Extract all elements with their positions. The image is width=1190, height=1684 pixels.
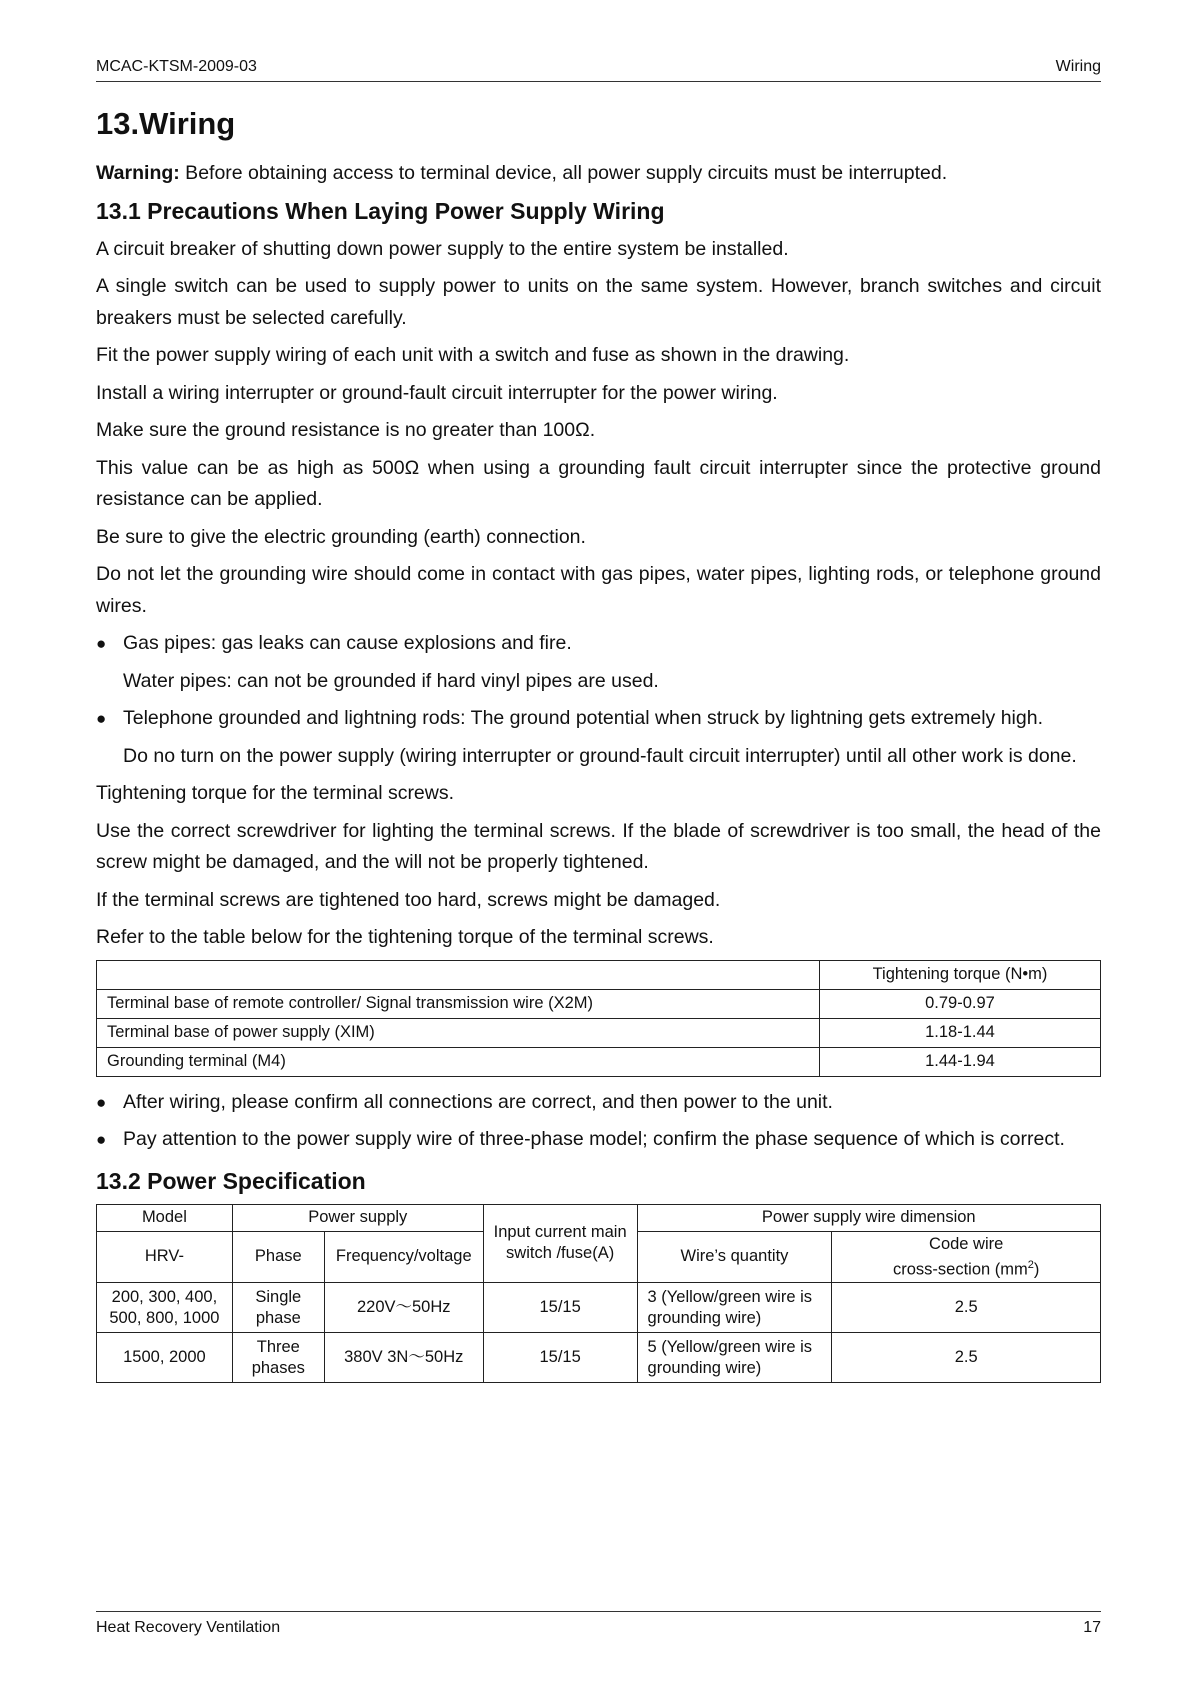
- page-content: [96, 104, 1101, 1383]
- table-cell: 220V～50Hz: [324, 1283, 483, 1333]
- table-cell: 2.5: [832, 1333, 1101, 1383]
- table-header-cell: Code wire cross-section $(mm^2)$: [832, 1231, 1101, 1283]
- section-heading-13-1: 13.1 Precautions When Laying Power Supply Wiring: [96, 197, 665, 224]
- document-page: [96, 0, 1101, 1684]
- table-cell: 200, 300, 400, 500, 800, 1000: [97, 1283, 233, 1333]
- table-cell: Three phases: [232, 1333, 324, 1383]
- paragraph: Refer to the table below for the tightening torque of the terminal screws.: [96, 926, 714, 948]
- table-cell: Terminal base of power supply (XIM): [97, 1018, 820, 1047]
- paragraph: Be sure to give the electric grounding (earth) connection.: [96, 525, 586, 548]
- table-cell: 3 (Yellow/green wire is grounding wire): [637, 1283, 832, 1333]
- paragraph: A circuit breaker of shutting down power supply to the entire system be installed.: [96, 237, 789, 260]
- section-name: Wiring: [1055, 58, 1101, 75]
- table-cell: 1500, 2000: [97, 1333, 233, 1383]
- paragraph: Do not let the grounding wire should come in contact with gas pipes, water pipes, lighting rods, or telephone ground wires.: [96, 563, 1101, 617]
- page-title: 13.Wiring: [96, 106, 236, 141]
- table-row: [97, 1047, 1101, 1076]
- page-header: [96, 57, 1101, 82]
- table-header-row: [97, 1204, 1101, 1231]
- table-header-row: [97, 960, 1101, 989]
- paragraph: This value can be as high as 500Ω when using a grounding fault circuit interrupter since the protective ground resistance can be applied.: [96, 456, 1101, 510]
- power-spec-table: [96, 1204, 1101, 1384]
- bullet-dot-icon: ●: [96, 1130, 107, 1149]
- table-cell: Single phase: [232, 1283, 324, 1333]
- bullet-item: ● Gas pipes: gas leaks can cause explosions and fire.: [96, 628, 1101, 660]
- paragraph: Install a wiring interrupter or ground-fault circuit interrupter for the power wiring.: [96, 381, 778, 404]
- bullet-item: ● Pay attention to the power supply wire of three-phase model; confirm the phase sequence of which is correct.: [96, 1124, 1101, 1156]
- paragraph: Use the correct screwdriver for lighting the terminal screws. If the blade of screwdriver is too small, the head of the screw might be damaged, and the will not be properly tightened.: [96, 819, 1101, 873]
- doc-code: MCAC-KTSM-2009-03: [96, 58, 257, 75]
- table-header-cell: Wire’s quantity: [637, 1231, 832, 1283]
- table-row: [97, 1333, 1101, 1383]
- table-header-cell: Model: [97, 1204, 233, 1231]
- table-cell: Grounding terminal (M4): [97, 1047, 820, 1076]
- table-row: [97, 1283, 1101, 1333]
- warning-text: Before obtaining access to terminal device, all power supply circuits must be interrupted.: [179, 162, 948, 184]
- table-cell: [97, 960, 820, 989]
- paragraph: If the terminal screws are tightened too hard, screws might be damaged.: [96, 888, 721, 911]
- page-footer: [96, 1611, 1101, 1636]
- table-row: [97, 1018, 1101, 1047]
- table-cell: 0.79-0.97: [820, 989, 1101, 1018]
- table-cell: Terminal base of remote controller/ Signal transmission wire (X2M): [97, 989, 820, 1018]
- footer-title: Heat Recovery Ventilation: [96, 1619, 281, 1636]
- bullet-continuation: Water pipes: can not be grounded if hard vinyl pipes are used.: [123, 669, 659, 692]
- bullet-item: ● Telephone grounded and lightning rods: The ground potential when struck by lightning gets extremely high.: [96, 703, 1101, 735]
- table-header-cell: Input current main switch /fuse(A): [483, 1204, 637, 1283]
- table-row: [97, 989, 1101, 1018]
- page-number: 17: [1083, 1619, 1101, 1636]
- bullet-dot-icon: ●: [96, 709, 107, 728]
- paragraph: Make sure the ground resistance is no greater than 100Ω.: [96, 419, 596, 441]
- paragraph: Tightening torque for the terminal screws.: [96, 782, 455, 804]
- section-heading-13-2: 13.2 Power Specification: [96, 1167, 366, 1194]
- paragraph: A single switch can be used to supply power to units on the same system. However, branch switches and circuit breakers must be selected carefully.: [96, 275, 1101, 329]
- table-header-cell: Power supply: [232, 1204, 483, 1231]
- table-cell: 2.5: [832, 1283, 1101, 1333]
- bullet-dot-icon: ●: [96, 1092, 107, 1112]
- table-header-cell: Frequency/voltage: [324, 1231, 483, 1283]
- paragraph: Fit the power supply wiring of each unit with a switch and fuse as shown in the drawing.: [96, 344, 850, 366]
- warning-label: Warning:: [96, 162, 180, 184]
- table-cell: 5 (Yellow/green wire is grounding wire): [637, 1333, 832, 1383]
- table-cell: 1.44-1.94: [820, 1047, 1101, 1076]
- table-cell: 1.18-1.44: [820, 1018, 1101, 1047]
- bullet-dot-icon: ●: [96, 634, 107, 653]
- table-cell: 15/15: [483, 1283, 637, 1333]
- torque-table: [96, 960, 1101, 1077]
- table-cell: 380V 3N～50Hz: [324, 1333, 483, 1383]
- table-header-cell: Power supply wire dimension: [637, 1204, 1100, 1231]
- bullet-continuation: Do no turn on the power supply (wiring interrupter or ground-fault circuit interrupter) until all other work is done.: [123, 744, 1077, 767]
- table-header-cell: HRV-: [97, 1231, 233, 1283]
- table-cell: 15/15: [483, 1333, 637, 1383]
- table-header-cell: Tightening torque (N•m): [820, 960, 1101, 989]
- bullet-item: ● After wiring, please confirm all connections are correct, and then power to the unit.: [96, 1087, 1101, 1119]
- warning-paragraph: [96, 158, 1101, 190]
- table-header-cell: Phase: [232, 1231, 324, 1283]
